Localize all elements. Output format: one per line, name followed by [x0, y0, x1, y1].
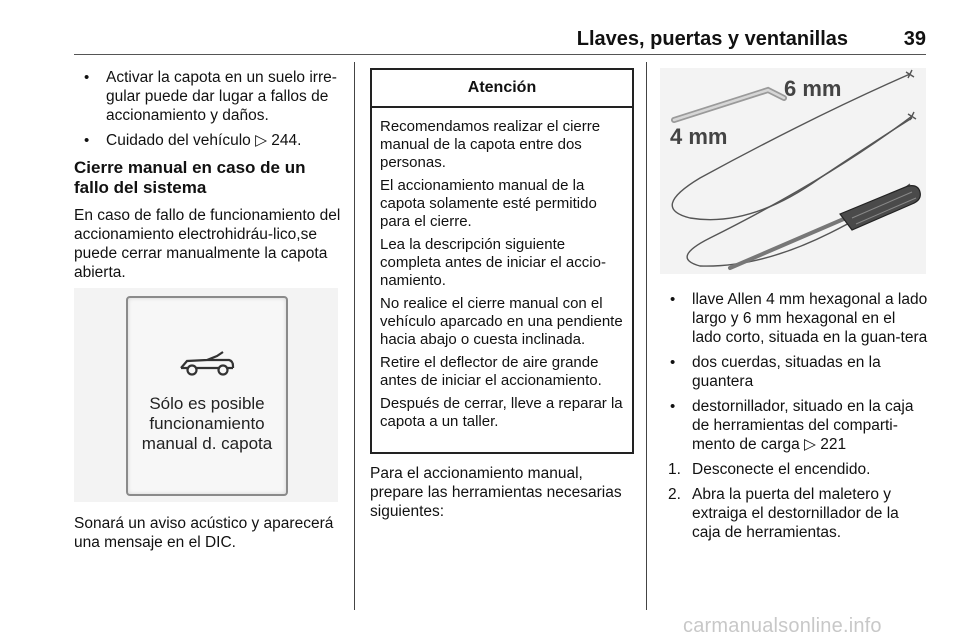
page-number: 39: [903, 28, 926, 50]
list-item: • destornillador, situado en la caja de herramientas del comparti-mento de carga ▷ 221: [660, 397, 928, 454]
label-6mm: 6 mm: [784, 76, 842, 101]
step-item: [660, 460, 928, 479]
dic-figure: [74, 288, 338, 502]
screwdriver-icon: [730, 186, 920, 268]
attention-box: [370, 68, 634, 454]
section-heading: Cierre manual en caso de un fallo del sistema: [74, 158, 306, 197]
dic-message: [128, 394, 286, 454]
list-item: • dos cuerdas, situadas en la guantera: [660, 353, 928, 391]
watermark: carmanualsonline.info: [683, 615, 882, 637]
step-text: Abra la puerta del maletero y extraiga el destornillador de la caja de herramientas.: [692, 486, 899, 541]
attention-paragraph: No realice el cierre manual con el vehículo aparcado en una pendiente hacia abajo o cuesta inclinada.: [380, 295, 623, 348]
convertible-car-icon: [177, 348, 237, 378]
column-divider-left: [354, 62, 355, 610]
tools-intro-paragraph: Para el accionamiento manual, prepare las herramientas necesarias siguientes:: [370, 465, 622, 520]
step-number: 1.: [668, 461, 681, 478]
section-title: Llaves, puertas y ventanillas: [576, 28, 848, 50]
dic-message-line: manual d. capota: [141, 434, 273, 453]
attention-paragraph: Lea la descripción siguiente completa antes de iniciar el accio-namiento.: [380, 236, 606, 289]
bullet-list: [74, 68, 342, 150]
bullet-list: [660, 290, 928, 454]
column-right: [660, 290, 928, 548]
list-item: • llave Allen 4 mm hexagonal a lado largo y 6 mm hexagonal en el lado corto, situada en la guan-tera: [660, 290, 928, 347]
step-number: 2.: [668, 486, 681, 503]
header-rule: [74, 54, 926, 55]
column-middle-text: [370, 464, 632, 527]
attention-body: [372, 108, 632, 431]
attention-paragraph: Después de cerrar, lleve a reparar la capota a un taller.: [380, 395, 623, 430]
column-left: [74, 68, 342, 558]
attention-paragraph: Retire el deflector de aire grande antes de iniciar el accionamiento.: [380, 354, 602, 389]
tools-illustration: [660, 68, 926, 274]
step-item: [660, 485, 928, 542]
list-item: • Activar la capota en un suelo irre-gular puede dar lugar a fallos de accionamiento y daños.: [74, 68, 342, 125]
label-4mm: 4 mm: [670, 124, 728, 149]
tools-figure: [660, 68, 926, 274]
step-list: [660, 460, 928, 542]
step-text: Desconecte el encendido.: [692, 461, 871, 478]
dic-message-line: funcionamiento: [149, 414, 265, 433]
attention-title: Atención: [372, 70, 632, 108]
list-item: • Cuidado del vehículo ▷ 244.: [74, 131, 342, 150]
attention-paragraph: El accionamiento manual de la capota solamente esté permitido para el cierre.: [380, 177, 597, 230]
column-divider-right: [646, 62, 647, 610]
dic-display: [126, 296, 288, 496]
after-figure-paragraph: Sonará un aviso acústico y aparecerá una mensaje en el DIC.: [74, 515, 334, 551]
attention-paragraph: Recomendamos realizar el cierre manual de la capota entre dos personas.: [380, 118, 601, 171]
intro-paragraph: En caso de fallo de funcionamiento del accionamiento electrohidráu-lico,se puede cerrar manualmente la capota abierta.: [74, 207, 341, 281]
dic-message-line: Sólo es posible: [149, 394, 265, 413]
